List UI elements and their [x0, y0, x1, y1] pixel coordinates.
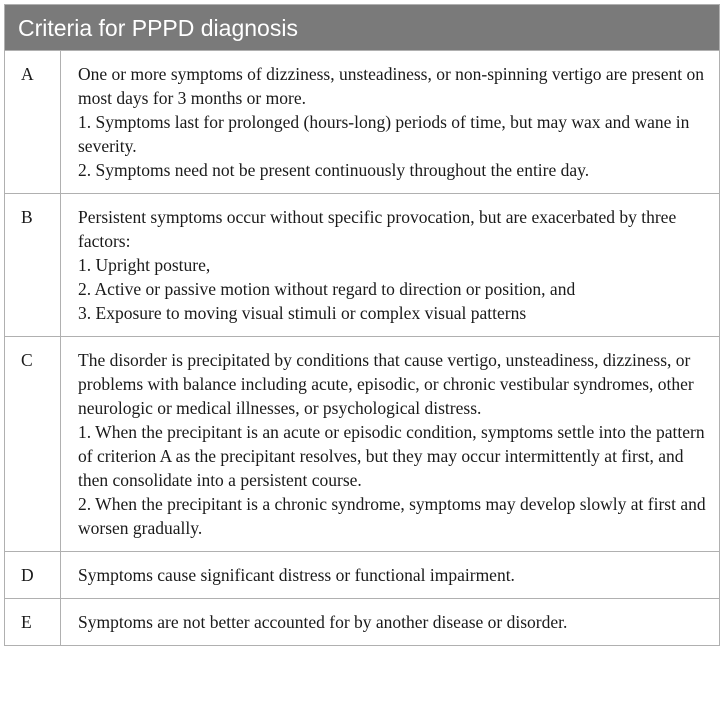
row-label: E — [5, 599, 61, 645]
table-row — [5, 337, 719, 552]
row-text: 1. When the precipitant is an acute or episodic condition, symptoms settle into the pattern of criterion A as the precipitant resolves, but they may occur intermittently at first, and then consolidate into a persistent course. — [78, 422, 705, 490]
row-content — [61, 51, 719, 193]
row-label: D — [5, 552, 61, 598]
row-text: 3. Exposure to moving visual stimuli or complex visual patterns — [78, 303, 527, 323]
row-content — [61, 194, 719, 336]
row-text: 1. Symptoms last for prolonged (hours-long) periods of time, but may wax and wane in severity. — [78, 112, 690, 156]
row-text: 2. Symptoms need not be present continuously throughout the entire day. — [78, 160, 590, 180]
table-row — [5, 194, 719, 337]
table-title: Criteria for PPPD diagnosis — [5, 5, 719, 51]
row-label: C — [5, 337, 61, 551]
row-text: One or more symptoms of dizziness, unsteadiness, or non-spinning vertigo are present on most days for 3 months or more. — [78, 64, 704, 108]
row-content — [61, 337, 719, 551]
row-text: 1. Upright posture, — [78, 255, 211, 275]
row-text: The disorder is precipitated by conditions that cause vertigo, unsteadiness, dizziness, or problems with balance including acute, episodic, or chronic vestibular syndromes, other neurologic or medical illnesses, or psychological distress. — [78, 350, 694, 418]
row-text: 2. When the precipitant is a chronic syndrome, symptoms may develop slowly at first and worsen gradually. — [78, 494, 706, 538]
row-text: 2. Active or passive motion without regard to direction or position, and — [78, 279, 576, 299]
criteria-table — [4, 4, 720, 646]
row-label: A — [5, 51, 61, 193]
row-text: Persistent symptoms occur without specific provocation, but are exacerbated by three factors: — [78, 207, 677, 251]
row-content — [61, 599, 719, 645]
table-row — [5, 552, 719, 599]
row-label: B — [5, 194, 61, 336]
table-row — [5, 51, 719, 194]
row-text: Symptoms are not better accounted for by another disease or disorder. — [78, 612, 568, 632]
row-content — [61, 552, 719, 598]
table-row — [5, 599, 719, 645]
row-text: Symptoms cause significant distress or functional impairment. — [78, 565, 515, 585]
